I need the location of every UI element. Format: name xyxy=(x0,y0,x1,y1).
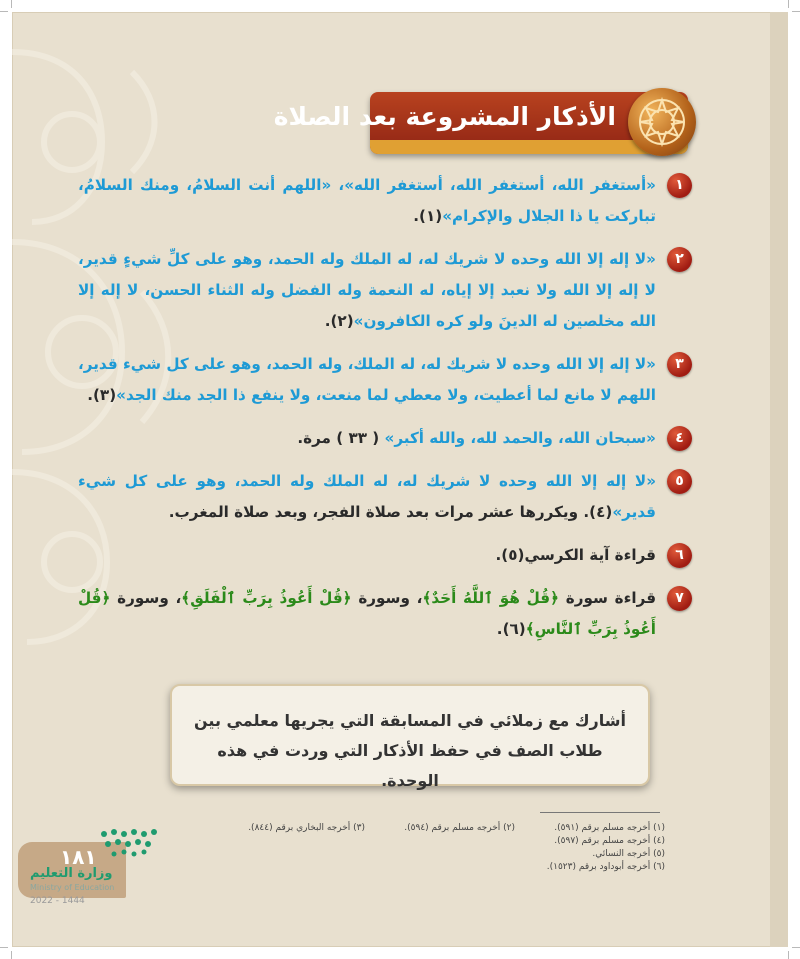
quran-text: ﴿قُلْ هُوَ ٱللَّهُ أَحَدٌ﴾ xyxy=(422,589,560,607)
edition-year: 2022 - 1444 xyxy=(30,896,85,906)
ministry-logo-icon xyxy=(96,826,160,866)
dhikr-text: «أستغفر الله، أستغفر الله، أستغفر الله»، «اللهم أنت السلامُ، ومنك السلامُ، تباركت يا ذا الجلال والإكرام» xyxy=(78,176,656,225)
crop-mark xyxy=(792,947,800,948)
item-text: (٢). xyxy=(324,312,354,330)
footnote: (٣) أخرجه البخاري برقم (٨٤٤). xyxy=(248,823,365,833)
section-title-banner xyxy=(273,92,688,154)
ministry-name: وزارة التعليم xyxy=(30,866,113,881)
list-item xyxy=(78,244,686,337)
item-number-badge: ٧ xyxy=(667,586,692,611)
crop-mark xyxy=(11,0,12,8)
list-item xyxy=(78,170,686,232)
footnote: (٤) أخرجه مسلم برقم (٥٩٧). xyxy=(554,836,665,846)
list-item xyxy=(78,466,686,528)
item-number-badge: ٦ xyxy=(667,543,692,568)
item-text: (٤). ويكررها عشر مرات بعد صلاة الفجر، وبعد صلاة المغرب. xyxy=(168,503,613,521)
footnote-divider xyxy=(540,812,660,813)
item-number-badge: ١ xyxy=(667,173,692,198)
footnote: (٢) أخرجه مسلم برقم (٥٩٤). xyxy=(404,823,515,833)
crop-mark xyxy=(792,11,800,12)
page-edge xyxy=(770,12,788,947)
item-text: (٦). xyxy=(496,620,526,638)
item-text: قراءة سورة xyxy=(559,589,657,607)
item-text: ، وسورة xyxy=(110,589,182,607)
footnotes xyxy=(205,822,665,882)
quran-text: ﴿قُلْ أَعُوذُ بِرَبِّ ٱلنَّاسِ﴾ xyxy=(78,589,656,638)
ornament-medal-icon xyxy=(628,88,696,156)
item-text: قراءة آية الكرسي xyxy=(524,546,656,564)
crop-mark xyxy=(788,0,789,8)
item-number-badge: ٢ xyxy=(667,247,692,272)
footnote: (٦) أخرجه أبوداود برقم (١٥٢٣). xyxy=(546,862,665,872)
adhkar-list xyxy=(78,170,686,657)
list-item xyxy=(78,540,686,571)
footnote: (١) أخرجه مسلم برقم (٥٩١). xyxy=(554,823,665,833)
dhikr-text: «سبحان الله، والحمد لله، والله أكبر» xyxy=(384,429,656,447)
page-number: ١٨١ xyxy=(60,845,97,869)
dhikr-text: «لا إله إلا الله وحده لا شريك له، له الملك، وله الحمد، وهو على كل شيء قدير، اللهم لا مانع لما أعطيت، ولا معطي لما منعت، ولا ينفع ذا الجد منك الجد» xyxy=(78,355,656,404)
crop-mark xyxy=(788,951,789,959)
crop-mark xyxy=(0,947,8,948)
item-number-badge: ٤ xyxy=(667,426,692,451)
item-number-badge: ٣ xyxy=(667,352,692,377)
item-text: ، وسورة xyxy=(351,589,423,607)
list-item xyxy=(78,349,686,411)
footnote: (٥) أخرجه النسائي. xyxy=(592,849,665,859)
crop-mark xyxy=(11,951,12,959)
item-text: (١). xyxy=(413,207,443,225)
item-text: ( ٣٣ ) مرة. xyxy=(297,429,385,447)
ministry-name-en: Ministry of Education xyxy=(30,883,115,892)
section-title: الأذكار المشروعة بعد الصلاة xyxy=(273,102,616,131)
item-text: (٥). xyxy=(495,546,525,564)
dhikr-text: «لا إله إلا الله وحده لا شريك له، له الملك وله الحمد، وهو على كلِّ شيءٍ قدير، لا إله إلا الله ولا نعبد إلا إياه، له النعمة وله الفضل وله الثناء الحسن، لا إله إلا الله مخلصين له الدينَ ولو كره الكافرون» xyxy=(78,250,656,330)
crop-mark xyxy=(0,11,8,12)
dhikr-text: «لا إله إلا الله وحده لا شريك له، له الملك وله الحمد، وهو على كل شيء قدير» xyxy=(78,472,656,521)
activity-text: أشارك مع زملائي في المسابقة التي يجريها معلمي بين طلاب الصف في حفظ الأذكار التي وردت في هذه الوحدة. xyxy=(194,711,626,790)
list-item xyxy=(78,583,686,645)
quran-text: ﴿قُلْ أَعُوذُ بِرَبِّ ٱلْفَلَقِ﴾ xyxy=(181,589,352,607)
item-text: (٣). xyxy=(87,386,117,404)
list-item xyxy=(78,423,686,454)
item-number-badge: ٥ xyxy=(667,469,692,494)
activity-box xyxy=(170,684,650,790)
